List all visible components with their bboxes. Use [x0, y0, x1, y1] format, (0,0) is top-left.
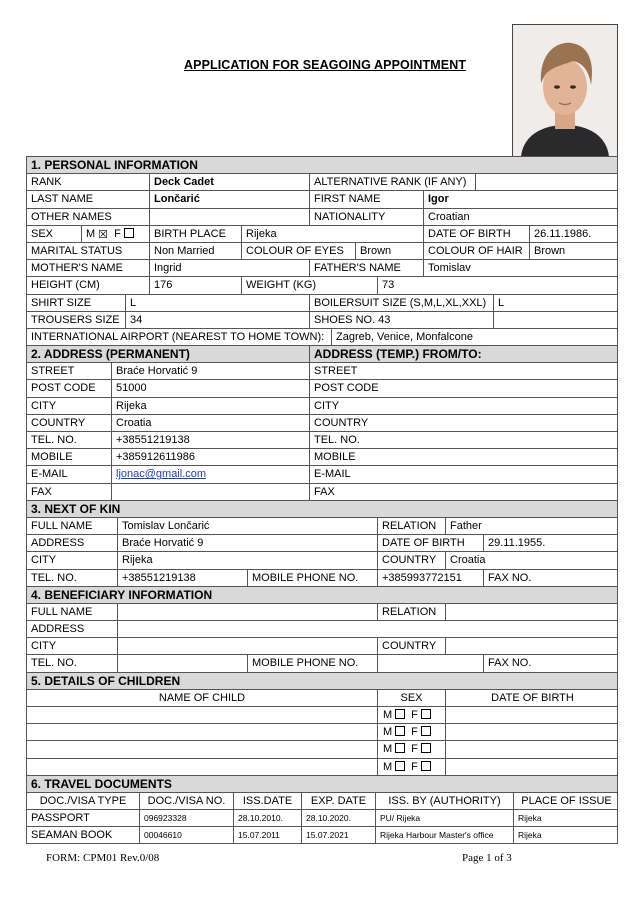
- fax-value[interactable]: [111, 484, 309, 500]
- dob-label: DATE OF BIRTH: [423, 226, 529, 242]
- travel-doc-row: [26, 809, 618, 826]
- row-tel: [26, 431, 618, 448]
- child-dob-header: DATE OF BIRTH: [445, 690, 619, 706]
- child-name-value[interactable]: [27, 741, 377, 757]
- alt-rank-label: ALTERNATIVE RANK (IF ANY): [309, 174, 475, 190]
- row-height: [26, 276, 618, 293]
- child-name-header: NAME OF CHILD: [158, 691, 246, 704]
- eyes-label: COLOUR OF EYES: [241, 243, 355, 259]
- kin-name-label: FULL NAME: [31, 519, 93, 532]
- child-sex-options: [377, 741, 445, 757]
- street-value[interactable]: Braće Horvatić 9: [111, 363, 309, 379]
- kin-dob-label: DATE OF BIRTH: [377, 535, 483, 551]
- row-postcode: [26, 379, 618, 396]
- row-ben-name: [26, 603, 618, 620]
- child-row: [26, 758, 618, 775]
- sex-f-label: F: [114, 227, 121, 240]
- col-exp-date: EXP. DATE: [301, 793, 375, 809]
- section-title: 5. DETAILS OF CHILDREN: [31, 673, 181, 688]
- doc-type[interactable]: PASSPORT: [31, 812, 90, 825]
- temp-mobile-label[interactable]: MOBILE: [309, 449, 619, 465]
- ben-tel-label: TEL. NO.: [31, 657, 77, 670]
- doc-iss-date[interactable]: 28.10.2010.: [233, 810, 301, 826]
- doc-iss-date[interactable]: 15.07.2011: [233, 827, 301, 842]
- child-dob-value[interactable]: [445, 741, 619, 757]
- temp-email-label[interactable]: E-MAIL: [309, 466, 619, 482]
- alt-rank-value[interactable]: [475, 174, 619, 190]
- temp-fax-label[interactable]: FAX: [309, 484, 619, 500]
- kin-fax-label: FAX NO.: [483, 570, 619, 586]
- child-sex-header: SEX: [377, 690, 445, 706]
- ben-fax-label: FAX NO.: [483, 655, 619, 671]
- child-row: [26, 740, 618, 757]
- row-city: [26, 397, 618, 414]
- travel-doc-row: [26, 826, 618, 843]
- dob-value[interactable]: 26.11.1986.: [529, 226, 619, 242]
- country-value[interactable]: Croatia: [111, 415, 309, 431]
- doc-type[interactable]: SEAMAN BOOK: [31, 829, 113, 842]
- row-trousers: [26, 311, 618, 328]
- row-fax: [26, 483, 618, 500]
- row-marital: [26, 242, 618, 259]
- section-next-of-kin-header: [26, 500, 618, 517]
- first-name-label: FIRST NAME: [309, 191, 423, 207]
- temp-city-label[interactable]: CITY: [309, 398, 619, 414]
- hair-value[interactable]: Brown: [529, 243, 619, 259]
- doc-exp-date[interactable]: 15.07.2021: [301, 827, 375, 842]
- row-last-name: [26, 190, 618, 207]
- doc-no[interactable]: 00046610: [139, 827, 233, 842]
- airport-value[interactable]: Zagreb, Venice, Monfalcone: [331, 329, 619, 345]
- kin-name-value[interactable]: Tomislav Lončarić: [117, 518, 377, 534]
- child-dob-value[interactable]: [445, 759, 619, 775]
- col-iss-date: ISS.DATE: [233, 793, 301, 809]
- kin-country-value[interactable]: Croatia: [445, 552, 619, 568]
- boilersuit-value[interactable]: L: [493, 295, 619, 311]
- ben-country-label: COUNTRY: [377, 638, 445, 654]
- doc-place[interactable]: Rijeka: [513, 827, 619, 842]
- last-name-label: LAST NAME: [31, 193, 94, 206]
- row-rank: [26, 173, 618, 190]
- sex-label: SEX: [31, 227, 54, 240]
- section-title: 4. BENEFICIARY INFORMATION: [31, 587, 213, 602]
- ben-address-label: ADDRESS: [31, 623, 85, 636]
- row-shirt: [26, 294, 618, 311]
- application-form: [26, 156, 618, 844]
- kin-country-label: COUNTRY: [377, 552, 445, 568]
- section-title: 6. TRAVEL DOCUMENTS: [31, 776, 172, 791]
- city-value[interactable]: Rijeka: [111, 398, 309, 414]
- postcode-label: POST CODE: [31, 382, 96, 395]
- section-personal-header: [26, 156, 618, 173]
- section-address-header: [26, 345, 618, 362]
- doc-exp-date[interactable]: 28.10.2020.: [301, 810, 375, 826]
- ben-city-value[interactable]: [117, 638, 377, 654]
- sex-m-checkbox[interactable]: [395, 726, 405, 736]
- row-kin-city: [26, 551, 618, 568]
- country-label: COUNTRY: [31, 416, 86, 429]
- fax-label: FAX: [31, 485, 52, 498]
- postcode-value[interactable]: 51000: [111, 380, 309, 396]
- col-doc-type: DOC./VISA TYPE: [39, 794, 127, 807]
- row-ben-address: [26, 620, 618, 637]
- child-sex-options: [377, 707, 445, 723]
- ben-relation-value[interactable]: [445, 604, 619, 620]
- section-children-header: [26, 672, 618, 689]
- height-label: HEIGHT (CM): [31, 279, 100, 292]
- sex-f-label: F: [411, 726, 418, 739]
- shirt-label: SHIRT SIZE: [31, 296, 92, 309]
- marital-label: MARITAL STATUS: [31, 244, 123, 257]
- email-link[interactable]: ljonac@gmail.com: [116, 468, 207, 481]
- father-value[interactable]: Tomislav: [423, 260, 619, 276]
- child-row: [26, 706, 618, 723]
- boilersuit-label: BOILERSUIT SIZE (S,M,L,XL,XXL): [309, 295, 493, 311]
- doc-iss-by[interactable]: PU/ Rijeka: [375, 810, 513, 826]
- kin-relation-value[interactable]: Father: [445, 518, 619, 534]
- row-country: [26, 414, 618, 431]
- row-sex: [26, 225, 618, 242]
- sex-m-checkbox[interactable]: [395, 743, 405, 753]
- rank-label: RANK: [31, 176, 62, 189]
- row-email: [26, 465, 618, 482]
- first-name-value[interactable]: Igor: [423, 191, 619, 207]
- ben-country-value[interactable]: [445, 638, 619, 654]
- eyes-value[interactable]: Brown: [355, 243, 423, 259]
- ben-mobile-label: MOBILE PHONE NO.: [247, 655, 377, 671]
- child-name-value[interactable]: [27, 724, 377, 740]
- kin-address-value[interactable]: Braće Horvatić 9: [117, 535, 377, 551]
- ben-name-value[interactable]: [117, 604, 377, 620]
- kin-city-value[interactable]: Rijeka: [117, 552, 377, 568]
- rank-value[interactable]: Deck Cadet: [149, 174, 309, 190]
- section-title: 2. ADDRESS (PERMANENT): [31, 347, 190, 362]
- mobile-label: MOBILE: [31, 451, 73, 464]
- kin-address-label: ADDRESS: [31, 537, 85, 550]
- col-place-of-issue: PLACE OF ISSUE: [513, 793, 619, 809]
- child-sex-options: [377, 724, 445, 740]
- mother-value[interactable]: Ingrid: [149, 260, 309, 276]
- row-kin-tel: [26, 569, 618, 586]
- section-travel-docs-header: [26, 775, 618, 792]
- kin-mobile-label: MOBILE PHONE NO.: [247, 570, 377, 586]
- row-street: [26, 362, 618, 379]
- nationality-value[interactable]: Croatian: [423, 209, 619, 225]
- nationality-label: NATIONALITY: [309, 209, 423, 225]
- portrait-image: [513, 25, 617, 157]
- ben-city-label: CITY: [31, 640, 57, 653]
- doc-iss-by[interactable]: Rijeka Harbour Master's office: [375, 827, 513, 842]
- col-iss-by: ISS. BY (AUTHORITY): [375, 793, 513, 809]
- height-value[interactable]: 176: [149, 277, 241, 293]
- sex-m-label: M: [383, 743, 393, 756]
- child-sex-options: [377, 759, 445, 775]
- weight-value[interactable]: 73: [377, 277, 619, 293]
- temp-tel-label[interactable]: TEL. NO.: [309, 432, 619, 448]
- sex-m-label: M: [383, 726, 393, 739]
- birth-place-label: BIRTH PLACE: [149, 226, 241, 242]
- other-names-value[interactable]: [149, 209, 309, 225]
- row-mobile: [26, 448, 618, 465]
- shoes-label: SHOES NO. 43: [309, 312, 493, 328]
- row-ben-city: [26, 637, 618, 654]
- ben-mobile-value[interactable]: [377, 655, 483, 671]
- other-names-label: OTHER NAMES: [31, 210, 112, 223]
- row-kin-name: [26, 517, 618, 534]
- doc-no[interactable]: 096923328: [139, 810, 233, 826]
- city-label: CITY: [31, 399, 57, 412]
- travel-docs-column-headers: [26, 792, 618, 809]
- mother-label: MOTHER'S NAME: [31, 262, 123, 275]
- sex-m-label: M: [86, 227, 96, 240]
- row-kin-address: [26, 534, 618, 551]
- row-other-names: [26, 208, 618, 225]
- col-doc-no: DOC./VISA NO.: [139, 793, 233, 809]
- sex-f-label: F: [411, 743, 418, 756]
- child-dob-value[interactable]: [445, 707, 619, 723]
- tel-label: TEL. NO.: [31, 434, 77, 446]
- airport-label: INTERNATIONAL AIRPORT (NEAREST TO HOME TOWN):: [31, 330, 325, 343]
- sex-m-label: M: [383, 760, 393, 773]
- form-code: FORM: CPM01 Rev.0/08: [46, 852, 160, 864]
- sex-f-checkbox[interactable]: [421, 709, 431, 719]
- row-ben-tel: [26, 654, 618, 671]
- ben-tel-value[interactable]: [117, 655, 247, 671]
- kin-city-label: CITY: [31, 554, 57, 567]
- trousers-value[interactable]: 34: [125, 312, 309, 328]
- sex-f-checkbox[interactable]: [421, 726, 431, 736]
- section-beneficiary-header: [26, 586, 618, 603]
- email-label: E-MAIL: [31, 468, 68, 481]
- sex-m-checked-icon[interactable]: ☒: [98, 228, 109, 241]
- temp-postcode-label[interactable]: POST CODE: [309, 380, 619, 396]
- ben-relation-label: RELATION: [377, 604, 445, 620]
- marital-value[interactable]: Non Married: [149, 243, 241, 259]
- child-name-value[interactable]: [27, 759, 377, 775]
- temp-street-label[interactable]: STREET: [309, 363, 619, 379]
- sex-f-checkbox[interactable]: [421, 743, 431, 753]
- sex-f-label: F: [411, 709, 418, 721]
- form-title: APPLICATION FOR SEAGOING APPOINTMENT: [184, 58, 467, 72]
- sex-m-label: M: [383, 709, 393, 721]
- kin-tel-value[interactable]: +38551219138: [117, 570, 247, 586]
- sex-options: [81, 226, 149, 242]
- sex-f-checkbox[interactable]: [124, 228, 134, 238]
- child-row: [26, 723, 618, 740]
- section-title: 3. NEXT OF KIN: [31, 501, 121, 516]
- children-column-headers: [26, 689, 618, 706]
- page-number: Page 1 of 3: [462, 852, 512, 864]
- trousers-label: TROUSERS SIZE: [31, 313, 120, 326]
- ben-address-value[interactable]: [117, 621, 619, 637]
- shirt-value[interactable]: L: [125, 295, 309, 311]
- applicant-photo: [512, 24, 618, 158]
- child-name-value[interactable]: [27, 707, 377, 723]
- father-label: FATHER'S NAME: [309, 260, 423, 276]
- sex-m-checkbox[interactable]: [395, 761, 405, 771]
- child-dob-value[interactable]: [445, 724, 619, 740]
- row-parents: [26, 259, 618, 276]
- tel-value[interactable]: +38551219138: [111, 432, 309, 448]
- street-label: STREET: [31, 365, 75, 378]
- shoes-extra[interactable]: [493, 312, 619, 328]
- sex-f-label: F: [411, 760, 418, 773]
- kin-dob-value[interactable]: 29.11.1955.: [483, 535, 619, 551]
- mobile-value[interactable]: +385912611986: [111, 449, 309, 465]
- kin-tel-label: TEL. NO.: [31, 571, 77, 584]
- temp-address-title: ADDRESS (TEMP.) FROM/TO:: [309, 346, 619, 362]
- kin-relation-label: RELATION: [377, 518, 445, 534]
- section-title: 1. PERSONAL INFORMATION: [31, 158, 198, 172]
- sex-f-checkbox[interactable]: [421, 761, 431, 771]
- ben-name-label: FULL NAME: [31, 605, 93, 618]
- row-airport: [26, 328, 618, 345]
- email-cell: [111, 466, 309, 482]
- temp-country-label[interactable]: COUNTRY: [309, 415, 619, 431]
- weight-label: WEIGHT (KG): [241, 277, 377, 293]
- last-name-value[interactable]: Lončarić: [149, 191, 309, 207]
- doc-place[interactable]: Rijeka: [513, 810, 619, 826]
- birth-place-value[interactable]: Rijeka: [241, 226, 423, 242]
- sex-m-checkbox[interactable]: [395, 709, 405, 719]
- kin-mobile-value[interactable]: +385993772151: [377, 570, 483, 586]
- hair-label: COLOUR OF HAIR: [423, 243, 529, 259]
